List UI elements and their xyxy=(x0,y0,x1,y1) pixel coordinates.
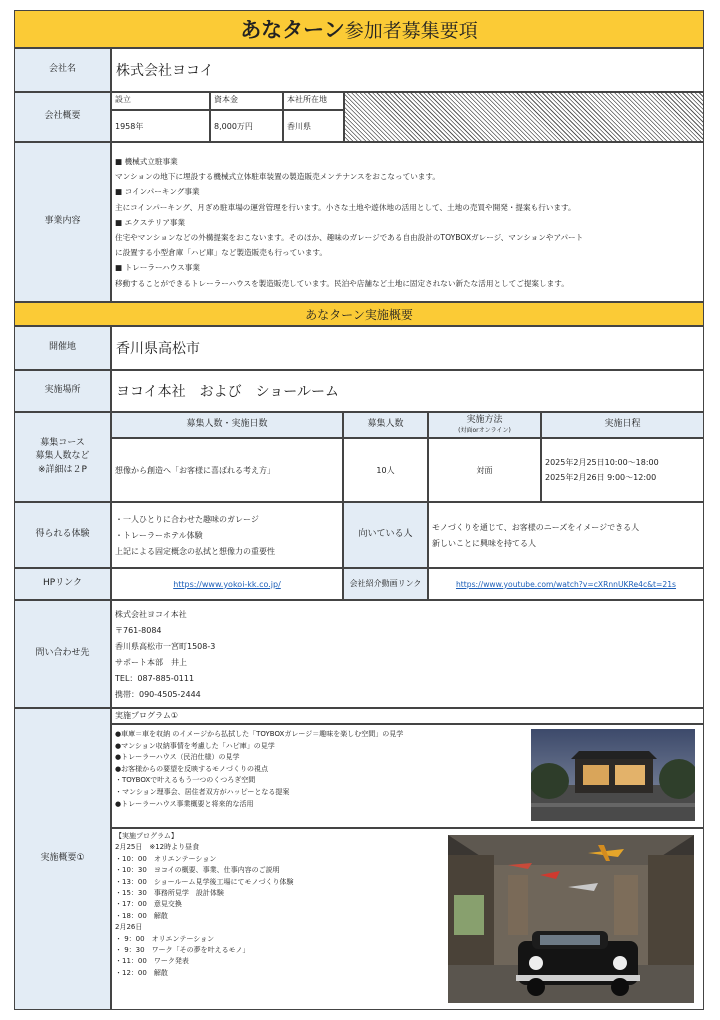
course-header-count: 募集人数 xyxy=(343,412,428,438)
schedule-line: ・ 9：00 オリエンテーション xyxy=(115,934,215,943)
title-emphasis: あなターン xyxy=(240,18,345,42)
program-bullet: ●トレーラーハウス事業概要と将来的な活用 xyxy=(115,799,254,808)
overview-blank-area xyxy=(344,92,704,142)
company-name: 株式会社ヨコイ xyxy=(111,48,704,92)
page-title xyxy=(14,10,704,48)
garage-interior-photo xyxy=(448,835,694,1003)
course-label-line: 募集人数など xyxy=(35,451,90,462)
course-schedule xyxy=(541,438,704,502)
venue-label: 開催地 xyxy=(14,326,111,370)
video-link[interactable]: https://www.youtube.com/watch?v=cXRnnUKRe4c&t=21s xyxy=(455,579,677,589)
business-description xyxy=(111,142,704,302)
experience-content xyxy=(111,502,343,568)
video-link-label: 会社紹介動画リンク xyxy=(343,568,428,600)
schedule-line: ・ 9：30 ワーク「その夢を叶えるモノ」 xyxy=(115,946,250,955)
course-method: 対面 xyxy=(428,438,541,502)
contact-content xyxy=(111,600,704,708)
video-link-cell xyxy=(428,568,704,600)
contact-line: 香川県高松市一宮町1508-3 xyxy=(115,642,216,651)
schedule-line: 2月25日 ※12時より昼食 xyxy=(115,843,200,852)
schedule-line: ・11：00 ワーク発表 xyxy=(115,957,189,966)
schedule-line: ・18：00 解散 xyxy=(115,911,168,920)
business-line: 移動することができるトレーラーハウスを製造販売しています。民泊や店舗など土地に固定されない新たな活用としてご提案します。 xyxy=(115,278,569,288)
business-label: 事業内容 xyxy=(14,142,111,302)
business-line: に設置する小型倉庫「ハピ庫」など製造販売も行っています。 xyxy=(115,248,328,258)
schedule-line: 2月26日 xyxy=(115,923,143,932)
section-header: あなターン実施概要 xyxy=(14,302,704,326)
overview-capital-value: 8,000万円 xyxy=(210,110,283,142)
program-heading: 実施プログラム① xyxy=(111,708,704,724)
suited-line: モノづくりを通じて、お客様のニーズをイメージできる人 xyxy=(432,523,640,532)
suited-line: 新しいことに興味を持てる人 xyxy=(432,539,536,548)
schedule-line: ・10：30 ヨコイの概要、事業、仕事内容のご説明 xyxy=(115,866,280,875)
course-header-name: 募集人数・実施日数 xyxy=(111,412,343,438)
course-schedule-line: 2025年2月26日 9:00～12:00 xyxy=(545,473,657,482)
recruitment-sheet xyxy=(14,10,704,1010)
course-header-schedule: 実施日程 xyxy=(541,412,704,438)
toybox-garage-photo xyxy=(531,729,695,821)
schedule-line: ・13：00 ショールーム見学後工場にてモノづくり体験 xyxy=(115,877,294,886)
experience-line: ・一人ひとりに合わせた趣味のガレージ xyxy=(115,515,259,524)
program-schedule xyxy=(111,828,704,1010)
course-label-line: ※詳細は２P xyxy=(38,464,87,475)
program-bullet: ●トレーラーハウス（民泊仕様）の見学 xyxy=(115,753,240,762)
course-count: 10人 xyxy=(343,438,428,502)
overview-header-hq: 本社所在地 xyxy=(283,92,344,110)
contact-line: サポート本部 井上 xyxy=(115,658,187,667)
course-name: 想像から創造へ「お客様に喜ばれる考え方」 xyxy=(111,438,343,502)
course-schedule-line: 2025年2月25日10:00～18:00 xyxy=(545,458,659,467)
suited-content xyxy=(428,502,704,568)
program-label: 実施概要① xyxy=(14,708,111,1010)
course-label-line: 募集コース xyxy=(40,438,85,449)
business-line: ■ 機械式立駐事業 xyxy=(115,157,178,166)
place-label: 実施場所 xyxy=(14,370,111,412)
course-header-method-sub: (対面orオンライン) xyxy=(458,427,511,435)
business-line: 主にコインパーキング、月ぎめ駐車場の運営管理を行います。小さな土地や遊休地の活用として、土地の売買や開発・提案も行います。 xyxy=(115,202,576,212)
course-header-method-title: 実施方法 xyxy=(466,415,503,426)
schedule-line: 【実施プログラム】 xyxy=(115,832,178,840)
title-rest: 参加者募集要項 xyxy=(344,19,478,42)
hp-link-label: HPリンク xyxy=(14,568,111,600)
business-line: マンションの地下に埋設する機械式立体駐車装置の製造販売メンテナンスをおこなっています。 xyxy=(115,172,440,182)
place-value: ヨコイ本社 および ショールーム xyxy=(111,370,704,412)
schedule-line: ・15：30 事務所見学 設計体験 xyxy=(115,889,224,898)
company-label: 会社名 xyxy=(14,48,111,92)
business-line: ■ エクステリア事業 xyxy=(115,217,186,227)
contact-line: 株式会社ヨコイ本社 xyxy=(115,610,187,619)
business-line: ■ トレーラーハウス事業 xyxy=(115,263,200,273)
overview-hq-value: 香川県 xyxy=(283,110,344,142)
program-bullet: ●お客様からの要望を反映するモノづくりの視点 xyxy=(115,764,269,773)
suited-label: 向いている人 xyxy=(343,502,428,568)
overview-header-founded: 設立 xyxy=(111,92,210,110)
business-line: ■ コインパーキング事業 xyxy=(115,187,200,197)
course-label xyxy=(14,412,111,502)
schedule-line: ・17：00 意見交換 xyxy=(115,900,182,909)
overview-founded-value: 1958年 xyxy=(111,110,210,142)
venue-value: 香川県高松市 xyxy=(111,326,704,370)
hp-link-cell xyxy=(111,568,343,600)
schedule-line: ・10：00 オリエンテーション xyxy=(115,854,217,863)
program-bullet: ●車庫＝車を収納 のイメージから払拭した「TOYBOXガレージ＝趣味を楽しむ空間」の見学 xyxy=(115,730,404,738)
program-bullet: ●マンション収納事情を考慮した「ハピ庫」の見学 xyxy=(115,741,275,750)
overview-label: 会社概要 xyxy=(14,92,111,142)
experience-label: 得られる体験 xyxy=(14,502,111,568)
experience-line: ・トレーラーホテル体験 xyxy=(115,531,203,540)
hp-link[interactable]: https://www.yokoi-kk.co.jp/ xyxy=(173,579,281,589)
business-line: 住宅やマンションなどの外構提案をおこないます。そのほか、趣味のガレージである自由設計のTOYBOXガレージ、マンションやアパート xyxy=(115,233,584,243)
program-bullet: ・TOYBOXで叶えるもう一つのくつろぎ空間 xyxy=(115,776,256,785)
contact-line: 〒761-8084 xyxy=(115,626,162,635)
contact-label: 問い合わせ先 xyxy=(14,600,111,708)
contact-line: TEL：087-885-0111 xyxy=(115,674,195,683)
contact-line: 携帯：090-4505-2444 xyxy=(115,690,201,699)
schedule-line: ・12：00 解散 xyxy=(115,968,168,977)
overview-header-capital: 資本金 xyxy=(210,92,283,110)
course-header-method xyxy=(428,412,541,438)
program-bullet: ・マンション理事会、居住者双方がハッピーとなる提案 xyxy=(115,787,290,796)
experience-line: 上記による固定概念の払拭と想像力の重要性 xyxy=(115,547,275,556)
program-bullets xyxy=(111,724,704,828)
